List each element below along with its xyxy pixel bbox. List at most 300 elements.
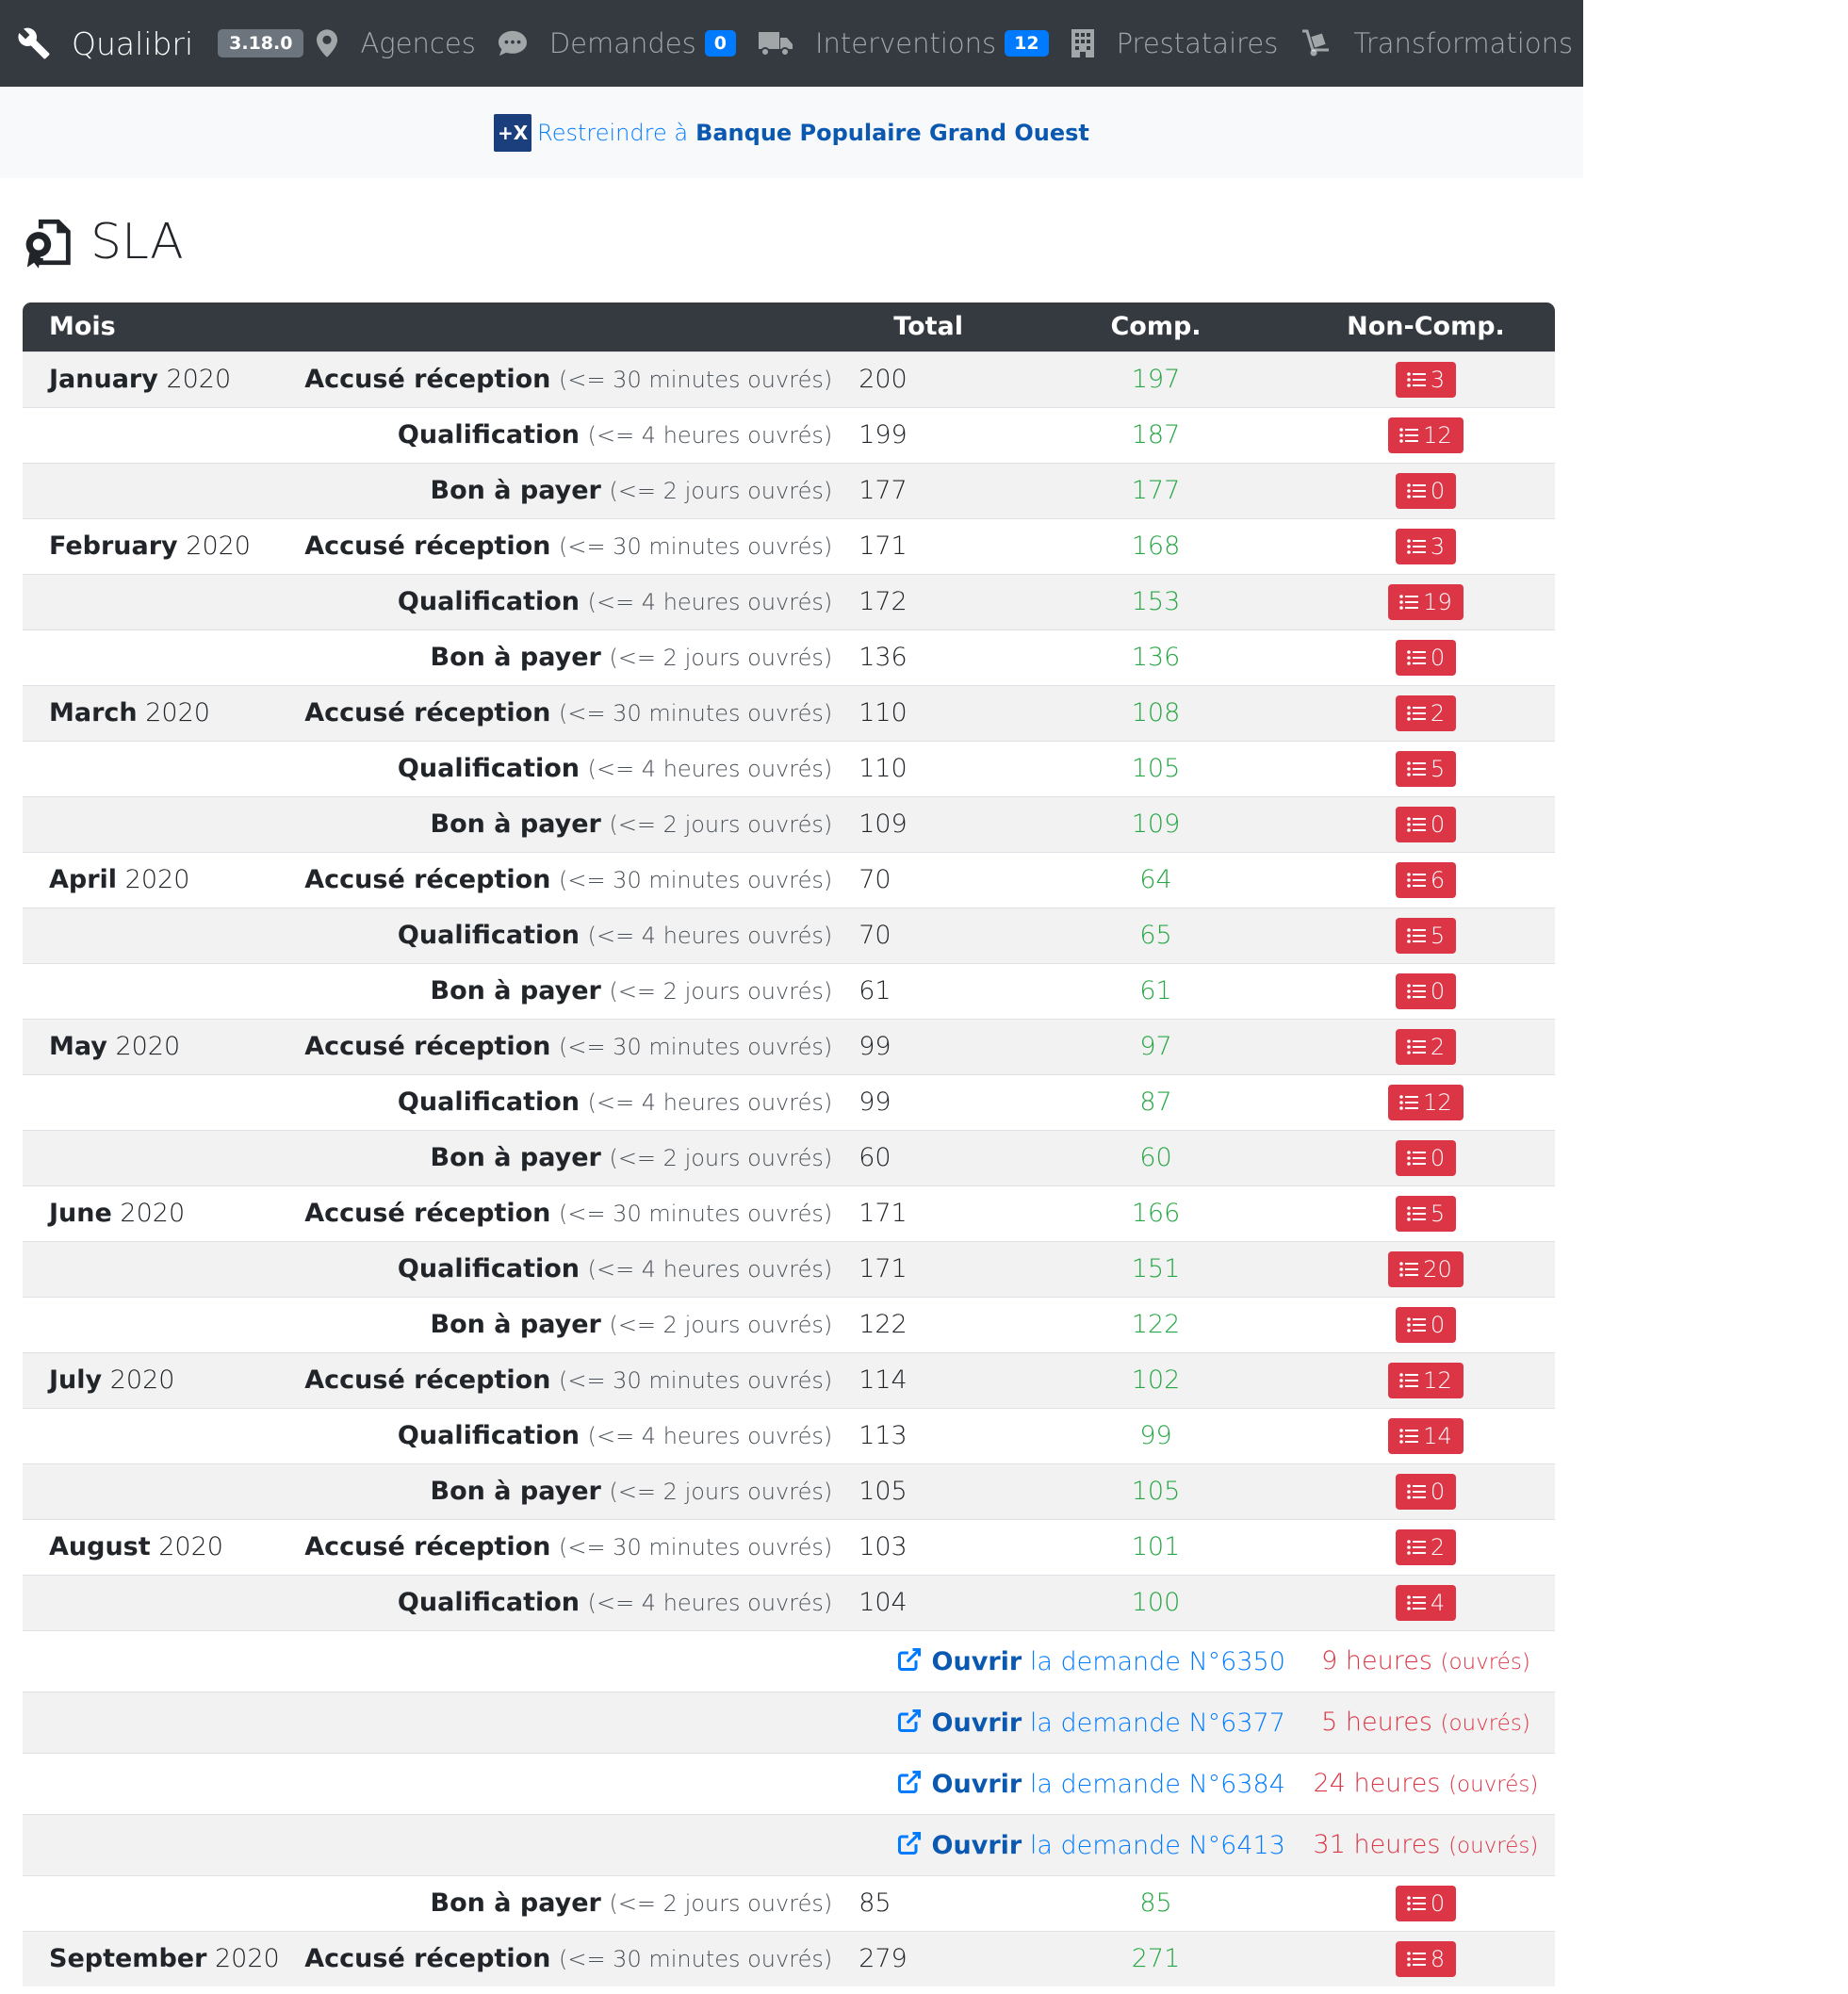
sla-type-cell xyxy=(304,351,842,407)
sla-name: Bon à payer xyxy=(430,976,601,1005)
nav-item-demandes[interactable] xyxy=(499,27,736,59)
sla-name: Qualification xyxy=(397,1421,580,1450)
noncomp-count: 3 xyxy=(1430,366,1446,393)
total-cell: 110 xyxy=(842,741,1015,796)
sla-rule: (<= 2 jours ouvrés) xyxy=(609,978,833,1005)
noncomp-count: 0 xyxy=(1430,644,1446,671)
noncomp-count: 20 xyxy=(1423,1255,1452,1283)
sla-rule: (<= 2 jours ouvrés) xyxy=(609,645,833,671)
table-row xyxy=(23,1408,1555,1463)
nav-item-prestataires[interactable] xyxy=(1071,27,1279,59)
month-year: 2020 xyxy=(109,1365,175,1395)
noncomp-cell xyxy=(1297,1352,1555,1408)
comment-icon xyxy=(499,30,538,57)
sla-name: Accusé réception xyxy=(304,1532,551,1561)
table-row xyxy=(23,407,1555,463)
month-cell xyxy=(23,1875,304,1931)
list-icon xyxy=(1399,1428,1418,1445)
request-label: la demande N°6384 xyxy=(1029,1769,1285,1799)
noncomp-cell xyxy=(1297,1297,1555,1352)
sla-type-cell xyxy=(304,1019,842,1074)
month-name: August xyxy=(49,1532,151,1561)
table-row xyxy=(23,1875,1555,1931)
sla-type-cell xyxy=(304,1130,842,1185)
noncomp-button[interactable] xyxy=(1396,362,1456,398)
open-label: Ouvrir xyxy=(931,1830,1022,1860)
month-cell xyxy=(23,1241,304,1297)
nav-item-label: Demandes xyxy=(548,27,696,59)
noncomp-button[interactable] xyxy=(1396,1941,1456,1977)
comp-cell: 177 xyxy=(1015,463,1297,518)
month-cell xyxy=(23,351,304,407)
sla-rule: (<= 4 heures ouvrés) xyxy=(587,756,833,782)
noncomp-count: 0 xyxy=(1430,1889,1446,1917)
nav-items xyxy=(317,27,1848,59)
month-name: January xyxy=(49,365,158,394)
sla-name: Accusé réception xyxy=(304,865,551,894)
sla-rule: (<= 4 heures ouvrés) xyxy=(587,422,833,449)
building-icon xyxy=(1071,29,1105,57)
sla-rule: (<= 4 heures ouvrés) xyxy=(587,1423,833,1449)
table-row xyxy=(23,1241,1555,1297)
open-label: Ouvrir xyxy=(931,1646,1022,1676)
noncomp-button[interactable] xyxy=(1396,640,1456,676)
table-row xyxy=(23,963,1555,1019)
total-cell: 99 xyxy=(842,1019,1015,1074)
month-year: 2020 xyxy=(158,1532,223,1561)
sla-name: Bon à payer xyxy=(430,1477,601,1506)
sla-type-cell xyxy=(304,407,842,463)
open-label: Ouvrir xyxy=(931,1708,1022,1738)
comp-cell: 166 xyxy=(1015,1185,1297,1241)
noncomp-button[interactable] xyxy=(1388,1251,1464,1287)
noncomp-button[interactable] xyxy=(1396,751,1456,787)
noncomp-count: 0 xyxy=(1430,477,1446,504)
total-cell: 110 xyxy=(842,685,1015,741)
month-cell xyxy=(23,1519,304,1575)
noncomp-cell xyxy=(1297,1241,1555,1297)
table-row xyxy=(23,1019,1555,1074)
month-cell xyxy=(23,1931,304,1986)
nav-count-badge: 0 xyxy=(705,30,736,57)
noncomp-cell xyxy=(1297,1019,1555,1074)
month-year: 2020 xyxy=(115,1032,181,1061)
nav-item-interventions[interactable] xyxy=(759,27,1049,59)
sla-type-cell xyxy=(304,1463,842,1519)
total-cell: 103 xyxy=(842,1519,1015,1575)
comp-cell: 153 xyxy=(1015,574,1297,629)
list-icon xyxy=(1407,1316,1426,1333)
sla-rule: (<= 30 minutes ouvrés) xyxy=(558,367,833,393)
total-cell: 171 xyxy=(842,1241,1015,1297)
noncomp-cell xyxy=(1297,518,1555,574)
header-total: Total xyxy=(842,302,1015,351)
noncomp-cell xyxy=(1297,1931,1555,1986)
detail-row xyxy=(23,1814,1555,1875)
delay-cell xyxy=(1297,1814,1555,1875)
total-cell: 199 xyxy=(842,407,1015,463)
delay-value: 31 heures xyxy=(1313,1830,1441,1859)
sla-rule: (<= 30 minutes ouvrés) xyxy=(558,1534,833,1561)
noncomp-button[interactable] xyxy=(1396,918,1456,954)
month-cell xyxy=(23,685,304,741)
comp-cell: 65 xyxy=(1015,907,1297,963)
noncomp-cell xyxy=(1297,796,1555,852)
month-cell xyxy=(23,1575,304,1630)
noncomp-button[interactable] xyxy=(1396,862,1456,898)
month-name: April xyxy=(49,865,118,894)
noncomp-button[interactable] xyxy=(1396,1529,1456,1565)
list-icon xyxy=(1407,1038,1426,1055)
delay-unit: (ouvrés) xyxy=(1440,1650,1530,1675)
sla-rule: (<= 2 jours ouvrés) xyxy=(609,811,833,838)
noncomp-count: 12 xyxy=(1423,1088,1452,1116)
list-icon xyxy=(1407,872,1426,889)
noncomp-count: 6 xyxy=(1430,866,1446,893)
noncomp-cell xyxy=(1297,1185,1555,1241)
list-icon xyxy=(1407,1539,1426,1556)
comp-cell: 60 xyxy=(1015,1130,1297,1185)
delay-unit: (ouvrés) xyxy=(1440,1711,1530,1736)
sla-rule: (<= 4 heures ouvrés) xyxy=(587,589,833,615)
comp-cell: 105 xyxy=(1015,741,1297,796)
sla-name: Qualification xyxy=(397,921,580,950)
list-icon xyxy=(1407,1951,1426,1968)
list-icon xyxy=(1407,1205,1426,1222)
total-cell: 177 xyxy=(842,463,1015,518)
comp-cell: 271 xyxy=(1015,1931,1297,1986)
sla-name: Accusé réception xyxy=(304,365,551,394)
table-header-row xyxy=(23,302,1555,351)
nav-item-transformations[interactable] xyxy=(1300,27,1573,59)
noncomp-button[interactable] xyxy=(1396,1140,1456,1176)
sla-rule: (<= 30 minutes ouvrés) xyxy=(558,1034,833,1060)
noncomp-button[interactable] xyxy=(1396,1585,1456,1621)
open-request-link[interactable] xyxy=(23,1753,1297,1814)
dropbox-icon xyxy=(1595,30,1635,57)
delay-unit: (ouvrés) xyxy=(1448,1773,1539,1797)
noncomp-count: 8 xyxy=(1430,1945,1446,1972)
sla-type-cell xyxy=(304,796,842,852)
external-link-icon xyxy=(896,1646,923,1673)
noncomp-cell xyxy=(1297,1408,1555,1463)
delay-unit: (ouvrés) xyxy=(1448,1834,1539,1858)
comp-cell: 87 xyxy=(1015,1074,1297,1130)
month-year: 2020 xyxy=(215,1944,280,1974)
sla-type-cell xyxy=(304,1875,842,1931)
list-icon xyxy=(1407,927,1426,944)
external-link-icon xyxy=(896,1830,923,1856)
month-name: June xyxy=(49,1199,112,1228)
comp-cell: 61 xyxy=(1015,963,1297,1019)
table-row xyxy=(23,1575,1555,1630)
table-row xyxy=(23,574,1555,629)
noncomp-button[interactable] xyxy=(1396,1474,1456,1510)
month-cell xyxy=(23,907,304,963)
noncomp-count: 3 xyxy=(1430,532,1446,560)
restrict-target[interactable]: Banque Populaire Grand Ouest xyxy=(695,119,1089,146)
table-row xyxy=(23,1463,1555,1519)
table-row xyxy=(23,907,1555,963)
open-request-link[interactable] xyxy=(23,1630,1297,1692)
month-cell xyxy=(23,852,304,907)
noncomp-count: 2 xyxy=(1430,1033,1446,1060)
list-icon xyxy=(1399,1261,1418,1278)
table-row xyxy=(23,1931,1555,1986)
noncomp-button[interactable] xyxy=(1396,473,1456,509)
month-cell xyxy=(23,1297,304,1352)
noncomp-button[interactable] xyxy=(1396,695,1456,731)
noncomp-cell xyxy=(1297,407,1555,463)
external-link-icon xyxy=(896,1708,923,1734)
total-cell: 114 xyxy=(842,1352,1015,1408)
sla-rule: (<= 2 jours ouvrés) xyxy=(609,1145,833,1171)
noncomp-cell xyxy=(1297,351,1555,407)
comp-cell: 109 xyxy=(1015,796,1297,852)
noncomp-cell xyxy=(1297,463,1555,518)
comp-cell: 151 xyxy=(1015,1241,1297,1297)
table-row xyxy=(23,629,1555,685)
total-cell: 70 xyxy=(842,852,1015,907)
noncomp-count: 19 xyxy=(1423,588,1452,615)
sla-rule: (<= 2 jours ouvrés) xyxy=(609,478,833,504)
total-cell: 61 xyxy=(842,963,1015,1019)
noncomp-button[interactable] xyxy=(1396,1029,1456,1065)
comp-cell: 97 xyxy=(1015,1019,1297,1074)
comp-cell: 168 xyxy=(1015,518,1297,574)
month-cell xyxy=(23,407,304,463)
sla-type-cell xyxy=(304,1575,842,1630)
noncomp-count: 4 xyxy=(1430,1589,1446,1616)
noncomp-count: 0 xyxy=(1430,1478,1446,1505)
noncomp-button[interactable] xyxy=(1396,1307,1456,1343)
table-row xyxy=(23,518,1555,574)
noncomp-button[interactable] xyxy=(1396,973,1456,1009)
sla-rule: (<= 30 minutes ouvrés) xyxy=(558,700,833,727)
total-cell: 171 xyxy=(842,1185,1015,1241)
month-cell xyxy=(23,1408,304,1463)
total-cell: 85 xyxy=(842,1875,1015,1931)
request-label: la demande N°6350 xyxy=(1029,1646,1285,1676)
comp-cell: 197 xyxy=(1015,351,1297,407)
sla-name: Accusé réception xyxy=(304,1365,551,1395)
nav-item-equipements[interactable] xyxy=(1595,27,1825,59)
month-cell xyxy=(23,741,304,796)
month-cell xyxy=(23,1130,304,1185)
brand[interactable] xyxy=(17,25,193,62)
sla-table-body xyxy=(23,351,1555,1986)
total-cell: 99 xyxy=(842,1074,1015,1130)
noncomp-cell xyxy=(1297,1519,1555,1575)
month-year: 2020 xyxy=(124,865,190,894)
nav-count-badge: 12 xyxy=(1005,30,1048,57)
list-icon xyxy=(1407,816,1426,833)
sla-type-cell xyxy=(304,1185,842,1241)
table-row xyxy=(23,741,1555,796)
total-cell: 279 xyxy=(842,1931,1015,1986)
comp-cell: 85 xyxy=(1015,1875,1297,1931)
list-icon xyxy=(1399,594,1418,611)
nav-item-agences[interactable] xyxy=(317,27,475,59)
noncomp-cell xyxy=(1297,1463,1555,1519)
total-cell: 113 xyxy=(842,1408,1015,1463)
noncomp-cell xyxy=(1297,963,1555,1019)
list-icon xyxy=(1407,538,1426,555)
noncomp-button[interactable] xyxy=(1388,417,1464,453)
noncomp-button[interactable] xyxy=(1396,1196,1456,1232)
sla-name: Qualification xyxy=(397,420,580,449)
sla-rule: (<= 4 heures ouvrés) xyxy=(587,923,833,949)
comp-cell: 100 xyxy=(1015,1575,1297,1630)
header-noncomp: Non-Comp. xyxy=(1297,302,1555,351)
truck-icon xyxy=(759,30,804,57)
sla-rule: (<= 2 jours ouvrés) xyxy=(609,1890,833,1917)
noncomp-cell xyxy=(1297,1875,1555,1931)
nav-item-label: Équipements xyxy=(1646,27,1826,59)
sla-rule: (<= 4 heures ouvrés) xyxy=(587,1256,833,1283)
dolly-icon xyxy=(1300,29,1342,57)
comp-cell: 102 xyxy=(1015,1352,1297,1408)
list-icon xyxy=(1407,983,1426,1000)
request-label: la demande N°6413 xyxy=(1029,1830,1285,1860)
table-row xyxy=(23,1519,1555,1575)
list-icon xyxy=(1399,1372,1418,1389)
page-title xyxy=(0,178,1583,302)
sla-type-cell xyxy=(304,1408,842,1463)
header-comp: Comp. xyxy=(1015,302,1297,351)
comp-cell: 101 xyxy=(1015,1519,1297,1575)
sla-rule: (<= 30 minutes ouvrés) xyxy=(558,1946,833,1973)
noncomp-count: 12 xyxy=(1423,421,1452,449)
sla-type-cell xyxy=(304,1241,842,1297)
month-cell xyxy=(23,963,304,1019)
page-title-text: SLA xyxy=(90,214,184,270)
sla-name: Bon à payer xyxy=(430,1310,601,1339)
sla-name: Bon à payer xyxy=(430,1143,601,1172)
sla-type-cell xyxy=(304,574,842,629)
total-cell: 172 xyxy=(842,574,1015,629)
total-cell: 122 xyxy=(842,1297,1015,1352)
noncomp-cell xyxy=(1297,685,1555,741)
file-certificate-icon xyxy=(23,215,77,270)
sla-type-cell xyxy=(304,685,842,741)
sla-type-cell xyxy=(304,518,842,574)
month-name: March xyxy=(49,698,138,727)
month-cell xyxy=(23,1352,304,1408)
bank-logo-icon: +X xyxy=(494,114,532,152)
list-icon xyxy=(1407,371,1426,388)
comp-cell: 99 xyxy=(1015,1408,1297,1463)
comp-cell: 187 xyxy=(1015,407,1297,463)
delay-cell xyxy=(1297,1692,1555,1753)
open-request-link[interactable] xyxy=(23,1692,1297,1753)
sla-name: Qualification xyxy=(397,754,580,783)
noncomp-count: 0 xyxy=(1430,1311,1446,1338)
brand-name: Qualibri xyxy=(72,25,194,62)
noncomp-count: 12 xyxy=(1423,1366,1452,1394)
nav-item-label: Agences xyxy=(360,27,476,59)
noncomp-cell xyxy=(1297,629,1555,685)
noncomp-button[interactable] xyxy=(1388,1418,1464,1454)
header-mois: Mois xyxy=(23,302,842,351)
table-row xyxy=(23,463,1555,518)
noncomp-button[interactable] xyxy=(1396,529,1456,564)
sla-name: Qualification xyxy=(397,1588,580,1617)
noncomp-cell xyxy=(1297,574,1555,629)
sla-name: Accusé réception xyxy=(304,1032,551,1061)
sla-type-cell xyxy=(304,1297,842,1352)
table-row xyxy=(23,1074,1555,1130)
noncomp-count: 14 xyxy=(1423,1422,1452,1449)
list-icon xyxy=(1407,1483,1426,1500)
table-row xyxy=(23,685,1555,741)
list-icon xyxy=(1407,705,1426,722)
sla-rule: (<= 30 minutes ouvrés) xyxy=(558,533,833,560)
list-icon xyxy=(1407,649,1426,666)
sla-type-cell xyxy=(304,963,842,1019)
sla-rule: (<= 2 jours ouvrés) xyxy=(609,1479,833,1505)
total-cell: 104 xyxy=(842,1575,1015,1630)
month-cell xyxy=(23,1463,304,1519)
noncomp-button[interactable] xyxy=(1388,1363,1464,1398)
sla-type-cell xyxy=(304,1931,842,1986)
list-icon xyxy=(1407,760,1426,777)
noncomp-count: 0 xyxy=(1430,977,1446,1005)
sla-name: Accusé réception xyxy=(304,1944,551,1974)
comp-cell: 108 xyxy=(1015,685,1297,741)
external-link-icon xyxy=(896,1769,923,1795)
restrict-bar[interactable] xyxy=(0,87,1583,178)
table-row xyxy=(23,796,1555,852)
delay-value: 9 heures xyxy=(1321,1646,1432,1675)
nav-item-label: Interventions xyxy=(815,27,997,59)
noncomp-button[interactable] xyxy=(1396,1886,1456,1921)
noncomp-count: 5 xyxy=(1430,1200,1446,1227)
total-cell: 109 xyxy=(842,796,1015,852)
month-year: 2020 xyxy=(186,531,251,561)
noncomp-count: 5 xyxy=(1430,755,1446,782)
sla-table xyxy=(23,302,1555,1986)
open-request-link[interactable] xyxy=(23,1814,1297,1875)
top-navbar xyxy=(0,0,1826,87)
comp-cell: 122 xyxy=(1015,1297,1297,1352)
noncomp-button[interactable] xyxy=(1396,807,1456,842)
comp-cell: 64 xyxy=(1015,852,1297,907)
sla-name: Qualification xyxy=(397,1254,580,1283)
noncomp-button[interactable] xyxy=(1388,584,1464,620)
restrict-prefix: Restreindre à xyxy=(537,119,689,146)
total-cell: 60 xyxy=(842,1130,1015,1185)
list-icon xyxy=(1407,1895,1426,1912)
list-icon xyxy=(1407,482,1426,499)
nav-item-label: Transformations xyxy=(1353,27,1574,59)
total-cell: 70 xyxy=(842,907,1015,963)
total-cell: 171 xyxy=(842,518,1015,574)
sla-rule: (<= 30 minutes ouvrés) xyxy=(558,1367,833,1394)
noncomp-cell xyxy=(1297,1074,1555,1130)
noncomp-button[interactable] xyxy=(1388,1085,1464,1120)
list-icon xyxy=(1399,427,1418,444)
sla-name: Qualification xyxy=(397,587,580,616)
noncomp-cell xyxy=(1297,741,1555,796)
sla-type-cell xyxy=(304,629,842,685)
sla-type-cell xyxy=(304,852,842,907)
total-cell: 105 xyxy=(842,1463,1015,1519)
month-year: 2020 xyxy=(145,698,210,727)
month-cell xyxy=(23,1019,304,1074)
detail-row xyxy=(23,1630,1555,1692)
month-cell xyxy=(23,463,304,518)
